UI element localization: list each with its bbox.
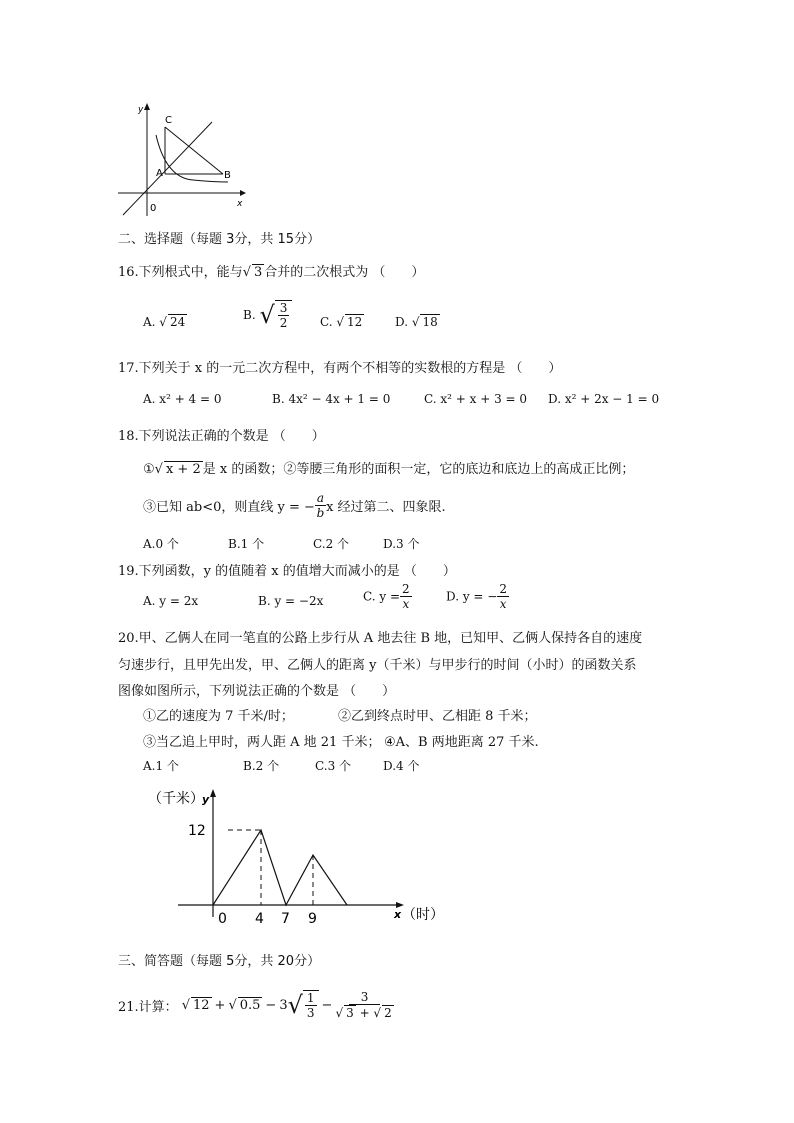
q20-option-d: D.4 个 — [383, 759, 420, 773]
question-20-line-1: 20.甲、乙俩人在同一笔直的公路上步行从 A 地去往 B 地，已知甲、乙俩人保持各自的速度 — [118, 631, 643, 646]
q19-option-d: D. y = − $\frac{2}{x}$ — [446, 582, 507, 611]
q17-option-a: A. x² + 4 = 0 — [143, 392, 222, 406]
function-graph-figure — [118, 100, 248, 218]
question-19-stem: 19.下列函数，y 的值随着 x 的值增大而减小的是 （ ） — [118, 564, 456, 579]
q19-option-a: A. y = 2x — [143, 594, 199, 608]
fig2-x-unit: （时） — [402, 907, 444, 923]
q16-option-d: D. √ 18 — [395, 315, 438, 329]
q18-option-c: C.2 个 — [313, 537, 350, 551]
distance-polyline — [213, 830, 347, 905]
q16-stem-radicand: 3 — [253, 265, 263, 280]
section-title-choice: 二、选择题（每题 3分，共 15分） — [118, 232, 321, 247]
x-axis-arrow — [240, 190, 246, 196]
q17-option-b: B. 4x² − 4x + 1 = 0 — [272, 392, 391, 406]
q18-statement-1-2: ①√ x + 2 是 x 的函数；②等腰三角形的面积一定，它的底边和底边上的高成正比例； — [143, 462, 635, 477]
fig2-tick-7: 7 — [281, 911, 290, 927]
section-title-short-answer: 三、简答题（每题 5分，共 20分） — [118, 954, 321, 969]
fig2-x-label: x — [394, 908, 402, 921]
q20-option-a: A.1 个 — [143, 759, 179, 773]
label-a: A — [156, 168, 163, 179]
question-16-stem: 16.下列根式中，能与√ 3 合并的二次根式为 （ ） — [118, 265, 425, 280]
label-y: y — [138, 105, 144, 115]
q17-option-c: C. x² + x + 3 = 0 — [424, 392, 528, 406]
q16-stem-tail: 合并的二次根式为 （ ） — [264, 265, 425, 280]
fig2-y-unit: （千米） — [148, 791, 204, 807]
q20-statement-4: ④A、B 两地距离 27 千米. — [384, 735, 539, 750]
q21-label: 21.计算： — [118, 999, 178, 1015]
fig2-tick-9: 9 — [308, 911, 317, 927]
y-axis-arrow — [144, 103, 150, 110]
q16-stem-text: 16.下列根式中，能与 — [118, 265, 243, 280]
q16-option-a: A. √ 24 — [143, 315, 186, 329]
q19-option-b: B. y = −2x — [258, 594, 324, 608]
segment-c-b — [165, 127, 223, 174]
label-x: x — [237, 199, 243, 209]
question-20-line-3: 图像如图所示，下列说法正确的个数是 （ ） — [118, 684, 396, 699]
hyperbola-curve — [156, 135, 228, 182]
label-c: C — [165, 115, 172, 126]
q19-option-c: C. y = $\frac{2}{x}$ — [363, 582, 410, 611]
question-17-stem: 17.下列关于 x 的一元二次方程中，有两个不相等的实数根的方程是 （ ） — [118, 361, 562, 376]
fig2-y-axis-arrow — [210, 789, 216, 797]
q16-option-c: C. √ 12 — [320, 315, 363, 329]
q18-option-a: A.0 个 — [143, 537, 179, 551]
question-20-line-2: 匀速步行，且甲先出发，甲、乙俩人的距离 y（千米）与甲步行的时间（小时）的函数关系 — [118, 658, 637, 673]
q20-option-b: B.2 个 — [243, 759, 280, 773]
fig2-y-label: y — [202, 793, 210, 806]
question-21: 21.计算： √ 12 + √ 0.5 − 3 √ $\frac{1}{3}$ − $\frac{3}{√ 3 + √ 2}$ — [118, 990, 392, 1020]
q18-option-b: B.1 个 — [228, 537, 265, 551]
q18-option-d: D.3 个 — [383, 537, 420, 551]
q16-option-b: B. √ $\frac{3}{2}$ — [243, 300, 292, 330]
line-y-equals-x — [123, 122, 212, 215]
q20-statement-1: ①乙的速度为 7 千米/时； — [143, 709, 294, 724]
q20-option-c: C.3 个 — [315, 759, 352, 773]
q17-option-d: D. x² + 2x − 1 = 0 — [548, 392, 660, 406]
fig2-tick-0: 0 — [218, 911, 227, 927]
fig2-tick-12: 12 — [188, 823, 206, 839]
label-b: B — [224, 170, 231, 181]
distance-time-graph — [148, 785, 448, 930]
label-origin: 0 — [150, 203, 157, 214]
q20-statement-2: ②乙到终点时甲、乙相距 8 千米； — [338, 709, 537, 724]
question-18-stem: 18.下列说法正确的个数是 （ ） — [118, 429, 325, 444]
q18-statement-3: ③已知 ab<0，则直线 y = − $\frac{a}{b}$ x 经过第二、四象限. — [143, 491, 446, 520]
q20-statement-3: ③当乙追上甲时，两人距 A 地 21 千米； — [143, 735, 381, 750]
fig2-tick-4: 4 — [255, 911, 264, 927]
